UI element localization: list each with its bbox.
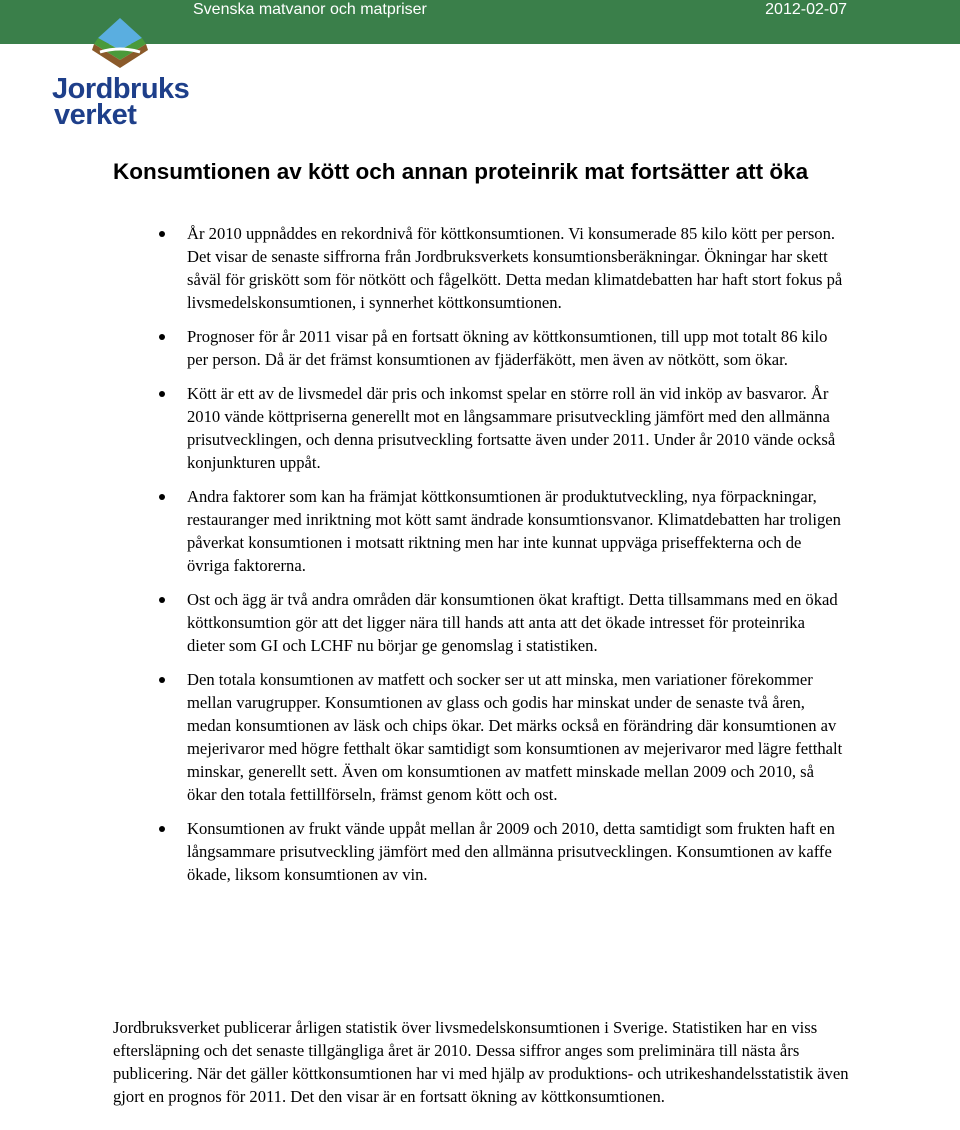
logo-wordmark: [52, 73, 190, 131]
list-item-text: Andra faktorer som kan ha främjat köttkonsumtionen är produktutveckling, nya förpackningar, restauranger med inriktning mot kött samt ändrade konsumtionsvanor. Klimatdebatten har troligen påverkat konsumtionen i motsatt riktning men har inte kunnat uppväga priseffekterna och de övriga faktorerna.: [187, 487, 841, 575]
bullet-icon: [159, 677, 165, 683]
list-item: [113, 382, 843, 474]
footer-paragraph: Jordbruksverket publicerar årligen statistik över livsmedelskonsumtionen i Sverige. Statistiken har en viss eftersläpning och det senaste tillgängliga året är 2010. Dessa siffror anges som preliminära till nästa års publicering. När det gäller köttkonsumtionen har vi med hjälp av produktions- och utrikeshandelsstatistik även gjort en prognos för 2011. Det den visar är en fortsatt ökning av köttkonsumtionen.: [113, 1018, 849, 1106]
list-item-text: Prognoser för år 2011 visar på en fortsatt ökning av köttkonsumtionen, till upp mot totalt 86 kilo per person. Då är det främst konsumtionen av fjäderfäkött, men även av nötkött, som ökar.: [187, 327, 828, 369]
list-item-text: År 2010 uppnåddes en rekordnivå för köttkonsumtionen. Vi konsumerade 85 kilo kött per person. Det visar de senaste siffrorna från Jordbruksverkets konsumtionsberäkningar. Ökningar har skett såväl för griskött som för nötkött och fågelkött. Detta medan klimatdebatten har haft stort fokus på livsmedelskonsumtionen, i synnerhet köttkonsumtionen.: [187, 224, 843, 312]
list-item-text: Ost och ägg är två andra områden där konsumtionen ökat kraftigt. Detta tillsammans med en ökad köttkonsumtion gör att det ligger nära till hands att anta att det ökade intresset för proteinrika dieter som GI och LCHF nu börjar ge genomslag i statistiken.: [187, 590, 838, 655]
logo-line-2: verket: [54, 99, 137, 131]
bullet-icon: [159, 391, 165, 397]
bullet-icon: [159, 494, 165, 500]
list-item: [113, 222, 843, 314]
list-item: [113, 588, 843, 657]
bullet-list: [113, 222, 843, 897]
list-item: [113, 485, 843, 577]
list-item-text: Konsumtionen av frukt vände uppåt mellan år 2009 och 2010, detta samtidigt som frukten haft en långsammare prisutveckling jämfört med den allmänna prisutvecklingen. Konsumtionen av kaffe ökade, liksom konsumtionen av vin.: [187, 819, 835, 884]
bullet-icon: [159, 597, 165, 603]
page-title: Konsumtionen av kött och annan proteinrik mat fortsätter att öka: [113, 159, 809, 184]
bullet-icon: [159, 826, 165, 832]
list-item: [113, 817, 843, 886]
logo-emblem-icon: [48, 16, 198, 78]
bullet-icon: [159, 231, 165, 237]
header-document-title: Svenska matvanor och matpriser: [193, 1, 427, 18]
list-item: [113, 668, 843, 806]
list-item: [113, 325, 843, 371]
list-item-text: Kött är ett av de livsmedel där pris och inkomst spelar en större roll än vid inköp av basvaror. År 2010 vände köttpriserna generellt mot en långsammare prisutveckling jämfört med den allmänna prisutvecklingen, och denna prisutveckling fortsatte även under 2011. Under år 2010 vände också konjunkturen uppåt.: [187, 384, 836, 472]
header-date: 2012-02-07: [765, 1, 847, 18]
jordbruksverket-logo: [48, 16, 198, 134]
bullet-icon: [159, 334, 165, 340]
list-item-text: Den totala konsumtionen av matfett och socker ser ut att minska, men variationer förekommer mellan varugrupper. Konsumtionen av glass och godis har minskat under de senaste två åren, medan konsumtionen av läsk och chips ökar. Det märks också en förändring där konsumtionen av mejerivaror med högre fetthalt ökar samtidigt som konsumtionen av mejerivaror med lägre fetthalt minskar, generellt sett. Även om konsumtionen av matfett minskade mellan 2009 och 2010, så ökar den totala fettillförseln, främst genom kött och ost.: [187, 670, 843, 804]
logo-line-1: Jordbruks: [52, 73, 190, 105]
